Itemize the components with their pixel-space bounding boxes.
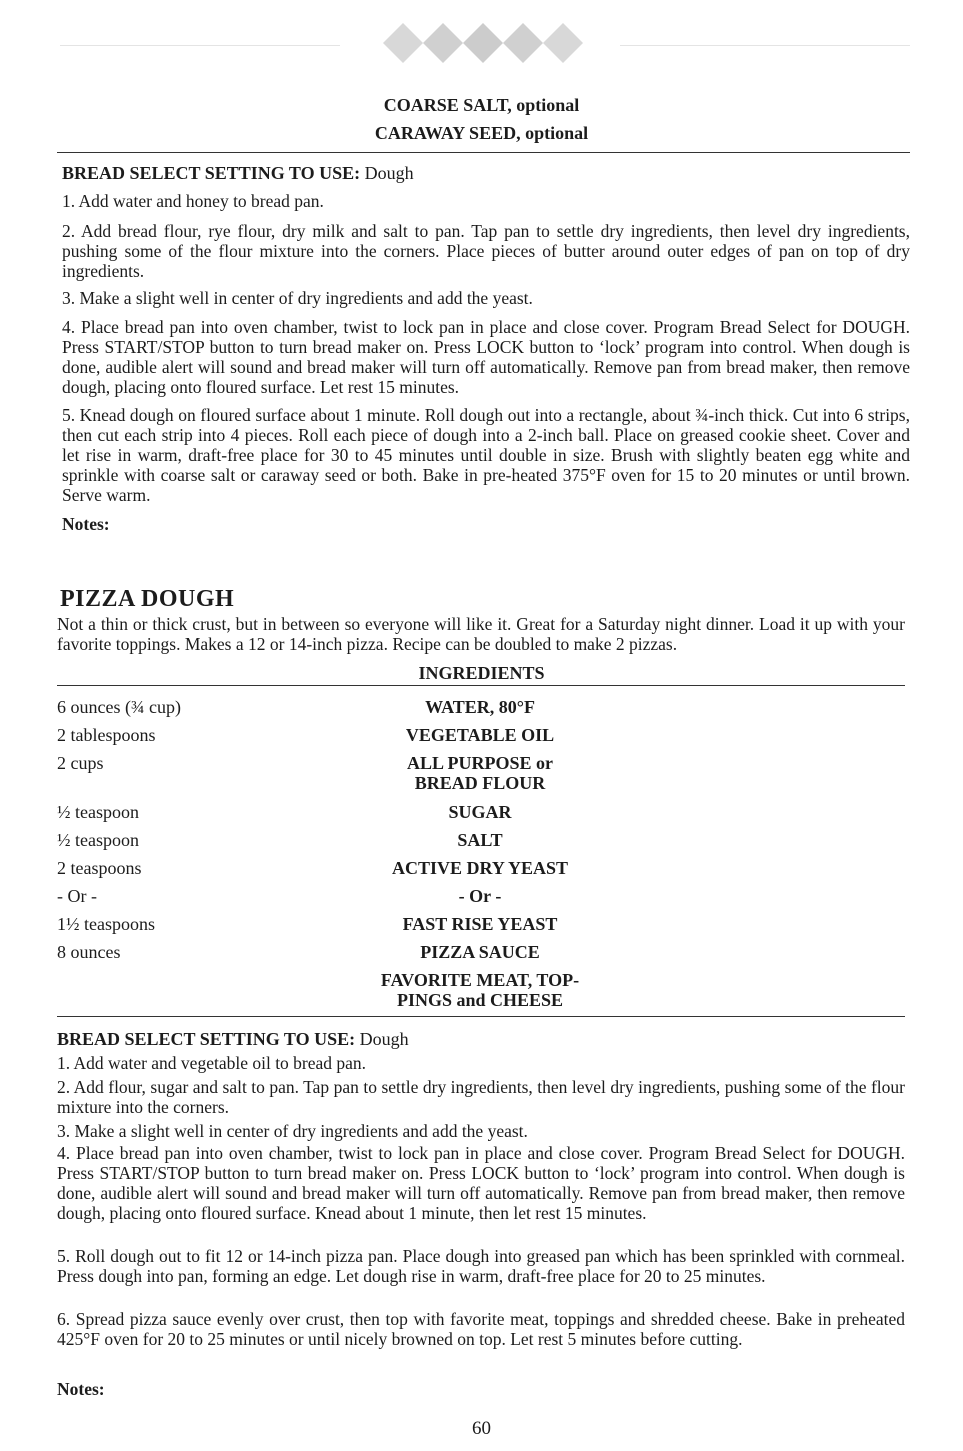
ingredient-name: ACTIVE DRY YEAST (391, 858, 569, 878)
diamond-ornament-icon (383, 18, 583, 68)
ingredient-amount: 6 ounces (¾ cup) (57, 697, 181, 717)
ingredient-amount: 2 cups (57, 753, 104, 773)
header-right-line (620, 45, 910, 46)
step-1: 1. Add water and vegetable oil to bread pan. (57, 1053, 367, 1073)
step-4: 4. Place bread pan into oven chamber, twist to lock pan in place and close cover. Program Bread Select for DOUGH. Press START/STOP button to turn bread maker on. Press LOCK button to ‘lock’ program into control. When dough is done, audible alert will sound and bread maker will turn off automatically. Remove pan from bread maker, then remove dough, placing onto floured surface. Knead about 1 minute, then let rest 15 minutes. (57, 1143, 905, 1223)
bread-setting-line (62, 163, 912, 183)
ingredient-amount: 2 tablespoons (57, 725, 156, 745)
ingredient-amount: ½ teaspoon (57, 830, 139, 850)
step-3: 3. Make a slight well in center of dry ingredients and add the yeast. (57, 1121, 528, 1141)
bread-setting-value: Dough (364, 163, 414, 183)
bread-setting-line (57, 1029, 907, 1049)
ingredient-name: FAST RISE YEAST (402, 914, 558, 934)
step-2: 2. Add flour, sugar and salt to pan. Tap pan to settle dry ingredients, then level dry ingredients, pushing some of the flour mixture into the corners. (57, 1077, 905, 1117)
ingredient-name: SALT (457, 830, 503, 850)
bread-setting-label: BREAD SELECT SETTING TO USE: (62, 163, 361, 183)
recipe-title: PIZZA DOUGH (60, 586, 235, 612)
ingredient-name: VEGETABLE OIL (405, 725, 555, 745)
notes-label: Notes: (57, 1379, 105, 1399)
step-6: 6. Spread pizza sauce evenly over crust, then top with favorite meat, toppings and shredded cheese. Bake in preheated 425°F oven for 20 to 25 minutes or until nicely browned on top. Let rest 5 minutes before cutting. (57, 1309, 905, 1349)
page-number: 60 (472, 1418, 491, 1439)
recipe-intro: Not a thin or thick crust, but in between so everyone will like it. Great for a Saturday night dinner. Load it up with your favorite toppings. Makes a 12 or 14-inch pizza. Recipe can be doubled to make 2 pizzas. (57, 614, 905, 654)
ingredient-name: FAVORITE MEAT, TOP-PINGS and CHEESE (380, 970, 580, 1010)
notes-label: Notes: (62, 514, 110, 534)
bread-setting-value: Dough (359, 1029, 409, 1049)
ingredient-name: - Or - (458, 886, 502, 906)
ingredient-name: SUGAR (448, 802, 512, 822)
optional-caraway-seed: CARAWAY SEED, optional (374, 123, 589, 143)
ingredient-amount: 8 ounces (57, 942, 121, 962)
step-3: 3. Make a slight well in center of dry ingredients and add the yeast. (62, 288, 533, 308)
step-1: 1. Add water and honey to bread pan. (62, 191, 324, 211)
header-left-line (60, 45, 340, 46)
ingredients-top-rule (57, 685, 905, 686)
step-2: 2. Add bread flour, rye flour, dry milk and salt to pan. Tap pan to settle dry ingredients, then level dry ingredients, pushing some of the flour mixture into the corners. Place pieces of butter around outer edges of pan on top of dry ingredients. (62, 221, 910, 281)
ingredients-heading: INGREDIENTS (418, 663, 545, 683)
divider (57, 152, 910, 153)
step-5: 5. Roll dough out to fit 12 or 14-inch pizza pan. Place dough into greased pan which has been sprinkled with cornmeal. Press dough into pan, forming an edge. Let dough rise in warm, draft-free place for 20 to 25 minutes. (57, 1246, 905, 1286)
ingredient-amount: ½ teaspoon (57, 802, 139, 822)
optional-coarse-salt: COARSE SALT, optional (383, 95, 580, 115)
ingredients-bottom-rule (57, 1016, 905, 1017)
ingredient-name: WATER, 80°F (425, 697, 535, 717)
ingredient-amount: - Or - (57, 886, 97, 906)
step-5: 5. Knead dough on floured surface about 1 minute. Roll dough out into a rectangle, about ¾-inch thick. Cut into 6 strips, then cut each strip into 4 pieces. Roll each piece of dough into a 2-inch ball. Place on greased cookie sheet. Cover and let rise in warm, draft-free place for 30 to 45 minutes until double in size. Brush with slightly beaten egg white and sprinkle with coarse salt or caraway seed or both. Bake in pre-heated 375°F oven for 15 to 20 minutes or until brown. Serve warm. (62, 405, 910, 505)
bread-setting-label: BREAD SELECT SETTING TO USE: (57, 1029, 356, 1049)
step-4: 4. Place bread pan into oven chamber, twist to lock pan in place and close cover. Program Bread Select for DOUGH. Press START/STOP button to turn bread maker on. Press LOCK button to ‘lock’ program into control. When dough is done, audible alert will sound and bread maker will turn off automatically. Remove pan from bread maker, then remove dough, placing onto floured surface. Let rest 15 minutes. (62, 317, 910, 397)
ingredient-amount: 1½ teaspoons (57, 914, 155, 934)
ingredient-amount: 2 teaspoons (57, 858, 142, 878)
ingredient-name: PIZZA SAUCE (420, 942, 540, 962)
ingredient-name: ALL PURPOSE or BREAD FLOUR (406, 753, 553, 793)
